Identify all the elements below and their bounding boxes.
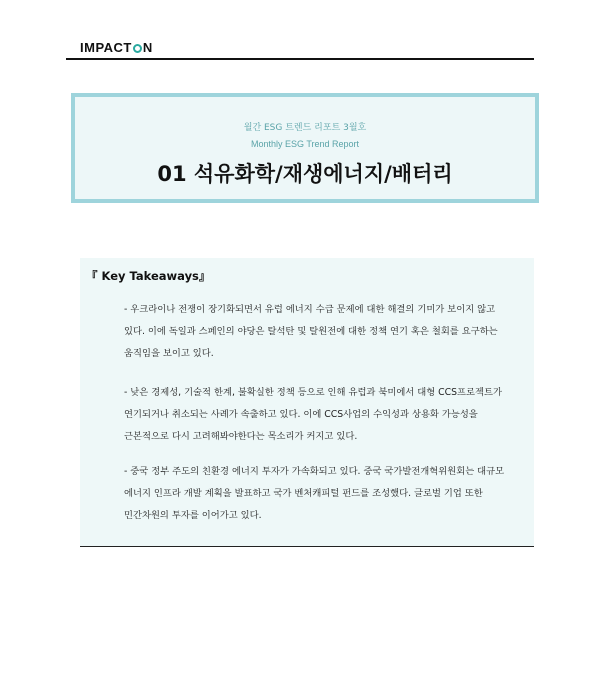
logo-text-end: N: [142, 40, 153, 55]
logo-text: IMPACT: [80, 40, 132, 55]
paragraph-line: 에너지 인프라 개발 계획을 발표하고 국가 벤처캐피털 펀드를 조성했다. 글로벌 기업 또한: [124, 488, 483, 499]
report-title-box: [71, 93, 539, 203]
english-subtitle: Monthly ESG Trend Report: [250, 139, 360, 149]
paragraph-line: - 우크라이나 전쟁이 장기화되면서 유럽 에너지 수급 문제에 대한 해결의 기미가 보이지 않고: [124, 304, 496, 315]
paragraph-line: 연기되거나 취소되는 사례가 속출하고 있다. 이에 CCS사업의 수익성과 상용화 가능성을: [124, 409, 478, 420]
takeaway-paragraph: [124, 382, 528, 448]
key-takeaways-box: [80, 258, 534, 547]
impacton-logo: [80, 40, 153, 55]
paragraph-line: 민간차원의 투자를 이어가고 있다.: [124, 510, 262, 521]
paragraph-line: 움직임을 보이고 있다.: [124, 348, 214, 359]
paragraph-line: - 낮은 경제성, 기술적 한계, 불확실한 정책 등으로 인해 유럽과 북미에서 대형 CCS프로젝트가: [124, 387, 502, 398]
paragraph-line: 근본적으로 다시 고려해봐야한다는 목소리가 커지고 있다.: [124, 431, 358, 442]
takeaway-paragraph: [124, 299, 528, 365]
paragraph-line: - 중국 정부 주도의 친환경 에너지 투자가 가속화되고 있다. 중국 국가발전개혁위원회는 대규모: [124, 466, 505, 477]
takeaway-paragraph: [124, 461, 528, 527]
paragraph-line: 있다. 이에 독일과 스페인의 야당은 탈석탄 및 탈원전에 대한 정책 연기 혹은 철회를 요구하는: [124, 326, 498, 337]
section-title: 01 석유화학/재생에너지/배터리: [157, 162, 453, 186]
header-divider: [66, 58, 534, 60]
key-takeaways-heading: 『 Key Takeaways』: [86, 269, 211, 283]
logo-o-icon: [133, 44, 142, 53]
korean-subtitle: 월간 ESG 트렌드 리포트 3월호: [243, 123, 367, 133]
